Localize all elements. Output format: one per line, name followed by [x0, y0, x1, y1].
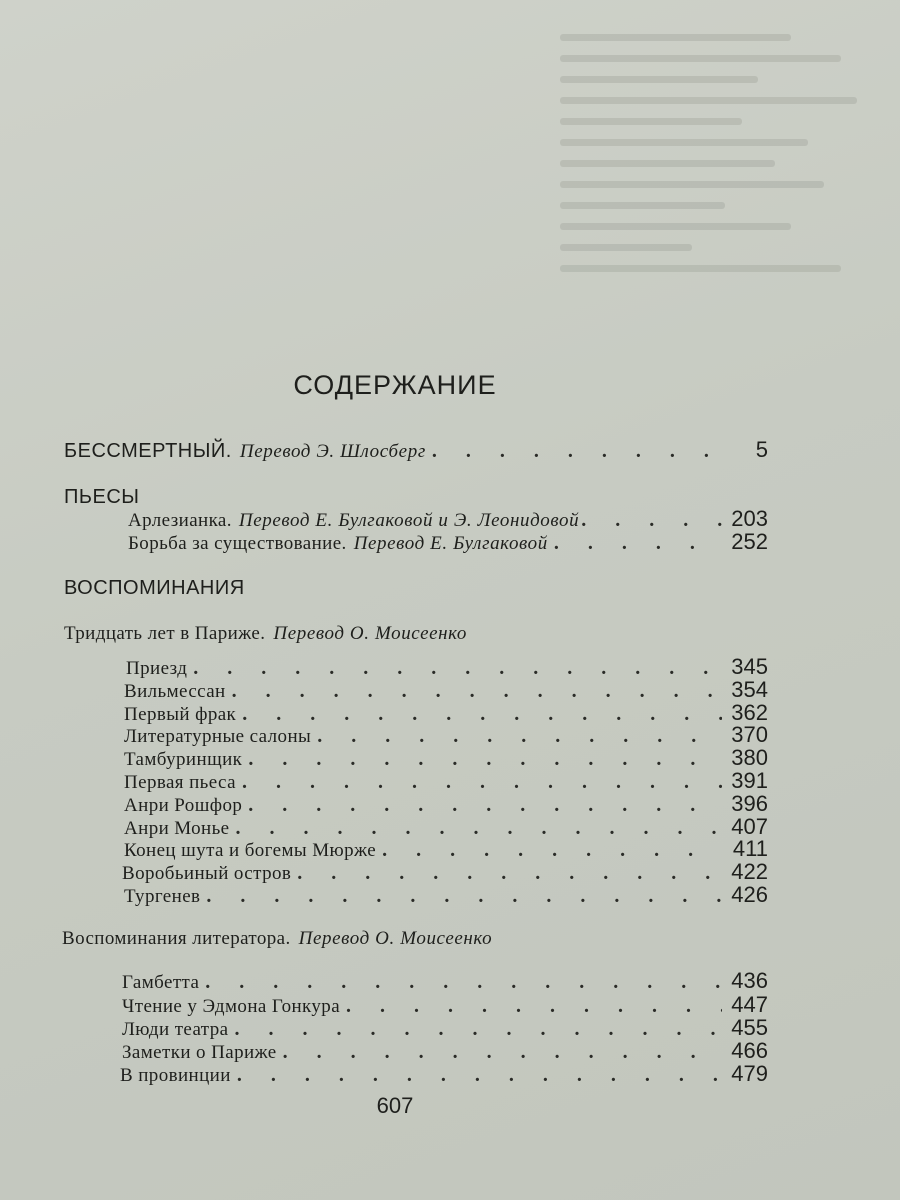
leader-dots [231, 1064, 722, 1087]
entry-translator: Перевод Е. Булгаковой [353, 533, 548, 554]
toc-work-paris [64, 623, 768, 649]
section-heading-memoirs: ВОСПОМИНАНИЯ [64, 577, 245, 599]
chapter-title: Заметки о Париже [122, 1042, 277, 1063]
page-number: 426 [731, 882, 768, 907]
page-number: 252 [731, 529, 768, 554]
page-number: 391 [731, 768, 768, 793]
chapter-row [120, 1061, 768, 1087]
work-title: Воспоминания литератора. [62, 928, 291, 949]
work-translator: Перевод О. Моисеенко [298, 928, 493, 949]
entry-title: Борьба за существование. [128, 533, 347, 554]
chapter-title: Люди театра [122, 1019, 229, 1040]
toc-entry-immortal [64, 437, 768, 463]
chapter-row [124, 882, 768, 908]
work-translator: Перевод О. Моисеенко [273, 623, 468, 644]
chapter-title: Чтение у Эдмона Гонкура [122, 996, 341, 1017]
chapter-title: Анри Рошфор [124, 795, 243, 816]
page-number: 370 [731, 722, 768, 747]
page-number: 436 [731, 968, 768, 993]
work-title: Тридцать лет в Париже. [64, 623, 266, 644]
page-number: 479 [731, 1061, 768, 1086]
page-title: СОДЕРЖАНИЕ [293, 370, 497, 400]
page-number: 455 [731, 1015, 768, 1040]
page-number: 396 [731, 791, 768, 816]
page-number: 345 [731, 654, 768, 679]
section-heading-plays: ПЬЕСЫ [64, 486, 140, 508]
chapter-title: Тамбуринщик [124, 749, 243, 770]
page-number: 411 [732, 836, 768, 861]
page-number: 354 [731, 677, 768, 702]
page-number: 5 [755, 437, 768, 462]
page-number: 447 [731, 992, 768, 1017]
entry-translator: Перевод Э. Шлосберг [239, 441, 426, 462]
leader-dots [426, 440, 722, 463]
chapter-title: Тургенев [124, 886, 201, 907]
chapter-title: Первая пьеса [124, 772, 236, 793]
entry-translator: Перевод Е. Булгаковой и Э. Леонидовой [238, 510, 580, 531]
chapter-title: Первый фрак [124, 704, 237, 725]
chapter-title: Воробьиный остров [122, 863, 292, 884]
page-number: 407 [731, 814, 768, 839]
entry-title: БЕССМЕРТНЫЙ. [64, 440, 232, 462]
page-number: 466 [731, 1038, 768, 1063]
page-number: 362 [731, 700, 768, 725]
entry-title: Арлезианка. [128, 510, 232, 531]
chapter-row [122, 968, 768, 994]
leader-dots [200, 885, 722, 908]
chapter-title: Приезд [126, 658, 188, 679]
leader-dots [199, 971, 722, 994]
leader-dots [548, 532, 722, 555]
page-folio-number: 607 [376, 1093, 414, 1118]
chapter-title: Анри Монье [124, 818, 230, 839]
page-number: 422 [731, 859, 768, 884]
chapter-title: Гамбетта [122, 972, 200, 993]
page-number: 380 [731, 745, 768, 770]
chapter-title: В провинции [120, 1065, 231, 1086]
page-number: 203 [731, 506, 768, 531]
toc-work-writer [62, 928, 768, 954]
toc-entry-play [128, 529, 768, 555]
chapter-title: Литературные салоны [124, 726, 312, 747]
chapter-title: Конец шута и богемы Мюрже [124, 840, 377, 861]
chapter-title: Вильмессан [124, 681, 226, 702]
bleed-through-text [560, 20, 890, 400]
